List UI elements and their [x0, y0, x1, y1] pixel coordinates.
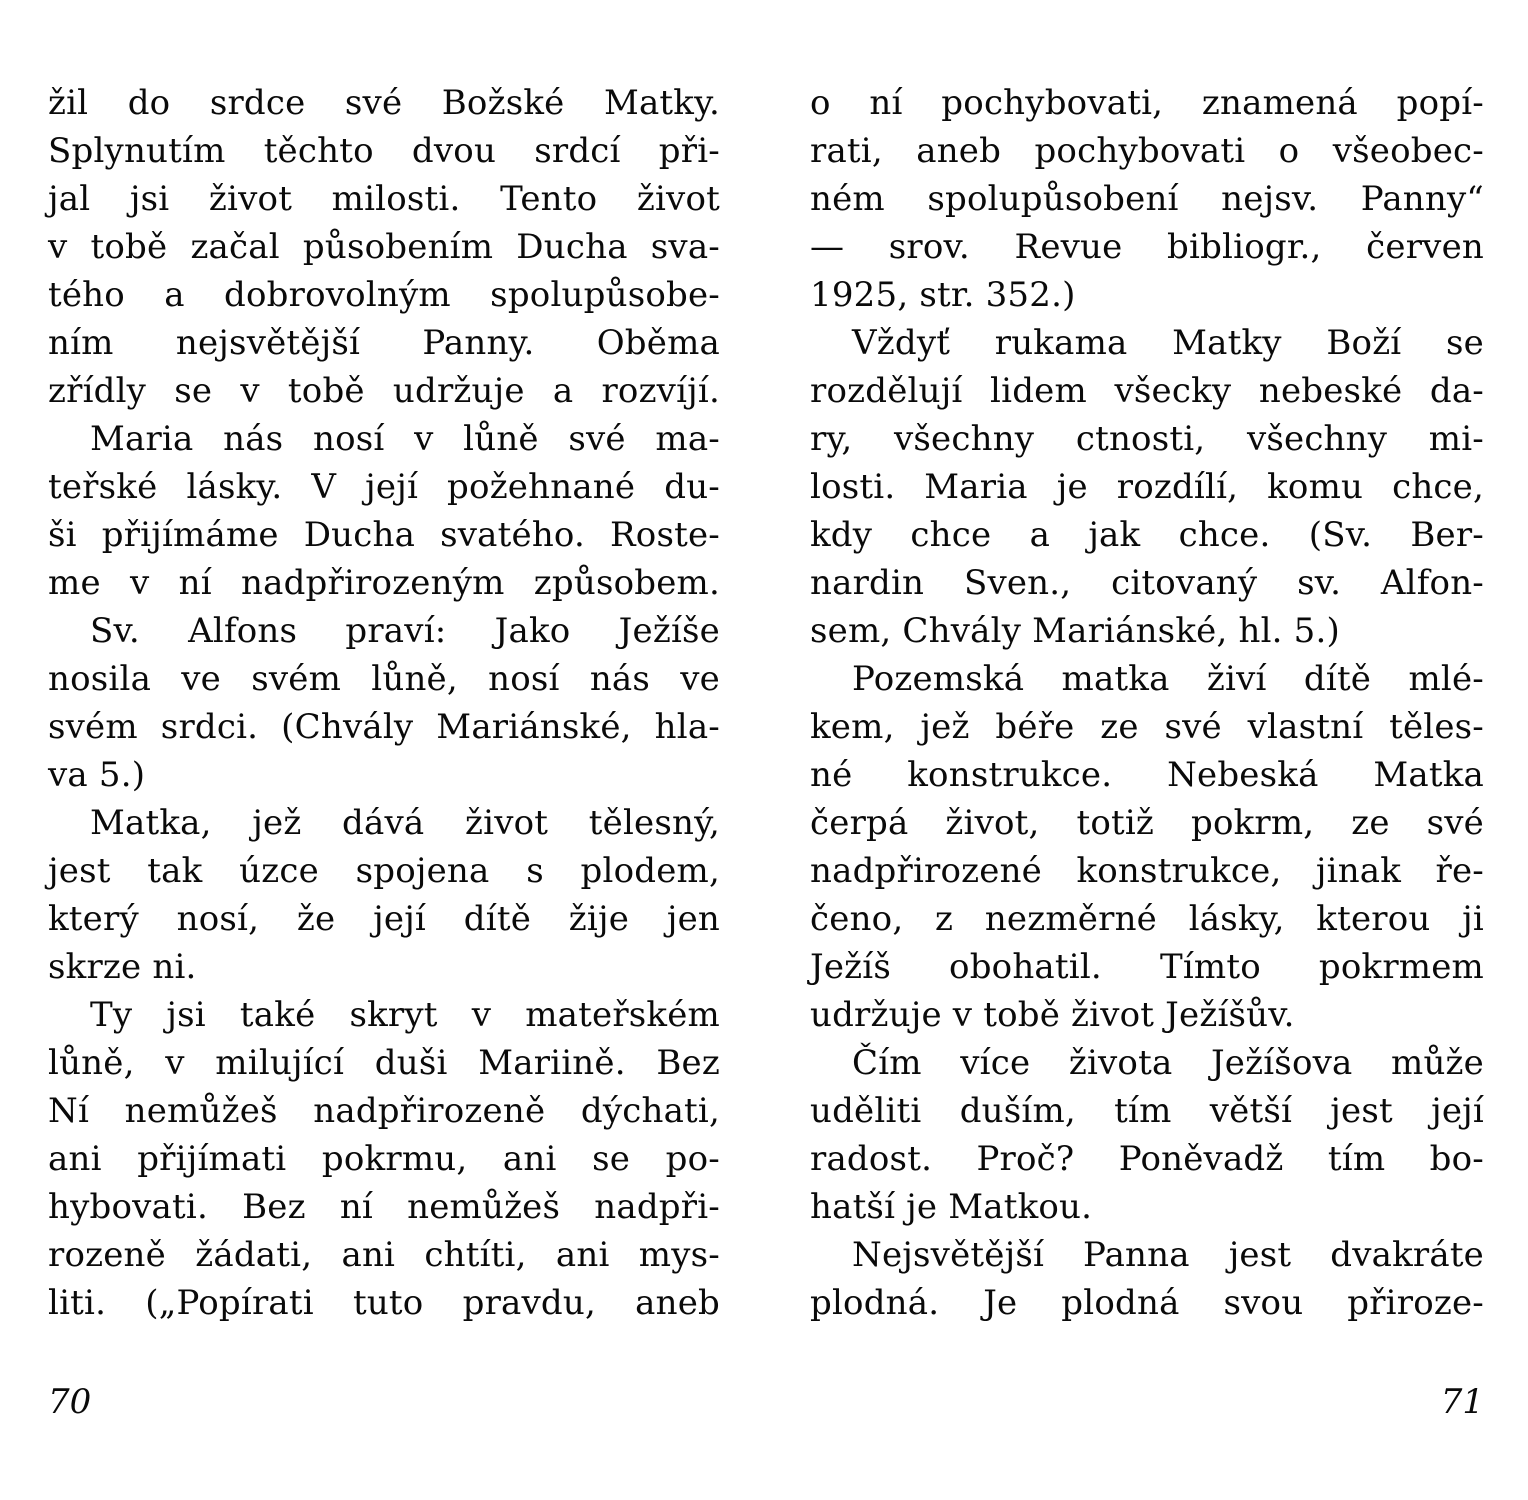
text-line: tého a dobrovolným spolupůsobe-: [48, 275, 720, 315]
text-line: udržuje v tobě život Ježíšův.: [810, 995, 1295, 1035]
text-line: kem, jež béře ze své vlastní těles-: [810, 707, 1484, 747]
text-line: čeno, z nezměrné lásky, kterou ji: [810, 899, 1484, 939]
text-line: ním nejsvětější Panny. Oběma: [48, 323, 720, 363]
page-number-left: 70: [48, 1382, 92, 1422]
text-line: nardin Sven., citovaný sv. Alfon-: [810, 563, 1484, 603]
text-line: rozdělují lidem všecky nebeské da-: [810, 371, 1484, 411]
text-line: Ní nemůžeš nadpřirozeně dýchati,: [48, 1091, 720, 1131]
text-line: 1925, str. 352.): [810, 275, 1076, 315]
text-line: ani přijímati pokrmu, ani se po-: [48, 1139, 720, 1179]
left-page: [48, 0, 720, 1500]
text-line: losti. Maria je rozdílí, komu chce,: [810, 467, 1484, 507]
text-line: Maria nás nosí v lůně své ma-: [90, 419, 720, 459]
text-line: hatší je Matkou.: [810, 1187, 1093, 1227]
text-line: Matka, jež dává život tělesný,: [90, 803, 720, 843]
text-line: nadpřirozené konstrukce, jinak ře-: [810, 851, 1484, 891]
text-line: Nejsvětější Panna jest dvakráte: [852, 1235, 1484, 1275]
text-line: né konstrukce. Nebeská Matka: [810, 755, 1484, 795]
text-line: — srov. Revue bibliogr., červen: [810, 227, 1484, 267]
text-line: skrze ni.: [48, 947, 197, 987]
right-page: [810, 0, 1484, 1500]
text-line: kdy chce a jak chce. (Sv. Ber-: [810, 515, 1484, 555]
text-line: svém srdci. (Chvály Mariánské, hla-: [48, 707, 720, 747]
text-line: o ní pochybovati, znamená popí-: [810, 83, 1484, 123]
text-line: čerpá život, totiž pokrm, ze své: [810, 803, 1484, 843]
text-line: v tobě začal působením Ducha sva-: [48, 227, 720, 267]
text-line: nosila ve svém lůně, nosí nás ve: [48, 659, 720, 699]
text-line: jest tak úzce spojena s plodem,: [48, 851, 720, 891]
text-line: lůně, v milující duši Mariině. Bez: [48, 1043, 720, 1083]
text-line: uděliti duším, tím větší jest její: [810, 1091, 1484, 1131]
text-line: ry, všechny ctnosti, všechny mi-: [810, 419, 1484, 459]
text-line: Pozemská matka živí dítě mlé-: [852, 659, 1484, 699]
text-line: teřské lásky. V její požehnané du-: [48, 467, 720, 507]
text-line: ném spolupůsobení nejsv. Panny“: [810, 179, 1484, 219]
text-line: rozeně žádati, ani chtíti, ani mys-: [48, 1235, 720, 1275]
text-line: Ježíš obohatil. Tímto pokrmem: [810, 947, 1484, 987]
text-line: žil do srdce své Božské Matky.: [48, 83, 720, 123]
text-line: Splynutím těchto dvou srdcí při-: [48, 131, 720, 171]
text-line: který nosí, že její dítě žije jen: [48, 899, 720, 939]
text-line: Vždyť rukama Matky Boží se: [852, 323, 1484, 363]
text-line: Sv. Alfons praví: Jako Ježíše: [90, 611, 720, 651]
text-line: sem, Chvály Mariánské, hl. 5.): [810, 611, 1340, 651]
text-line: va 5.): [48, 755, 146, 795]
text-line: Ty jsi také skryt v mateřském: [90, 995, 720, 1035]
text-line: me v ní nadpřirozeným způsobem.: [48, 563, 720, 603]
text-line: radost. Proč? Poněvadž tím bo-: [810, 1139, 1484, 1179]
text-line: hybovati. Bez ní nemůžeš nadpři-: [48, 1187, 720, 1227]
page-number-right: 71: [1440, 1382, 1484, 1422]
text-line: plodná. Je plodná svou přiroze-: [810, 1283, 1484, 1323]
text-line: liti. („Popírati tuto pravdu, aneb: [48, 1283, 720, 1323]
text-line: rati, aneb pochybovati o všeobec-: [810, 131, 1484, 171]
text-line: zřídly se v tobě udržuje a rozvíjí.: [48, 371, 720, 411]
text-line: ši přijímáme Ducha svatého. Roste-: [48, 515, 720, 555]
text-line: jal jsi život milosti. Tento život: [48, 179, 720, 219]
text-line: Čím více života Ježíšova může: [852, 1043, 1484, 1083]
